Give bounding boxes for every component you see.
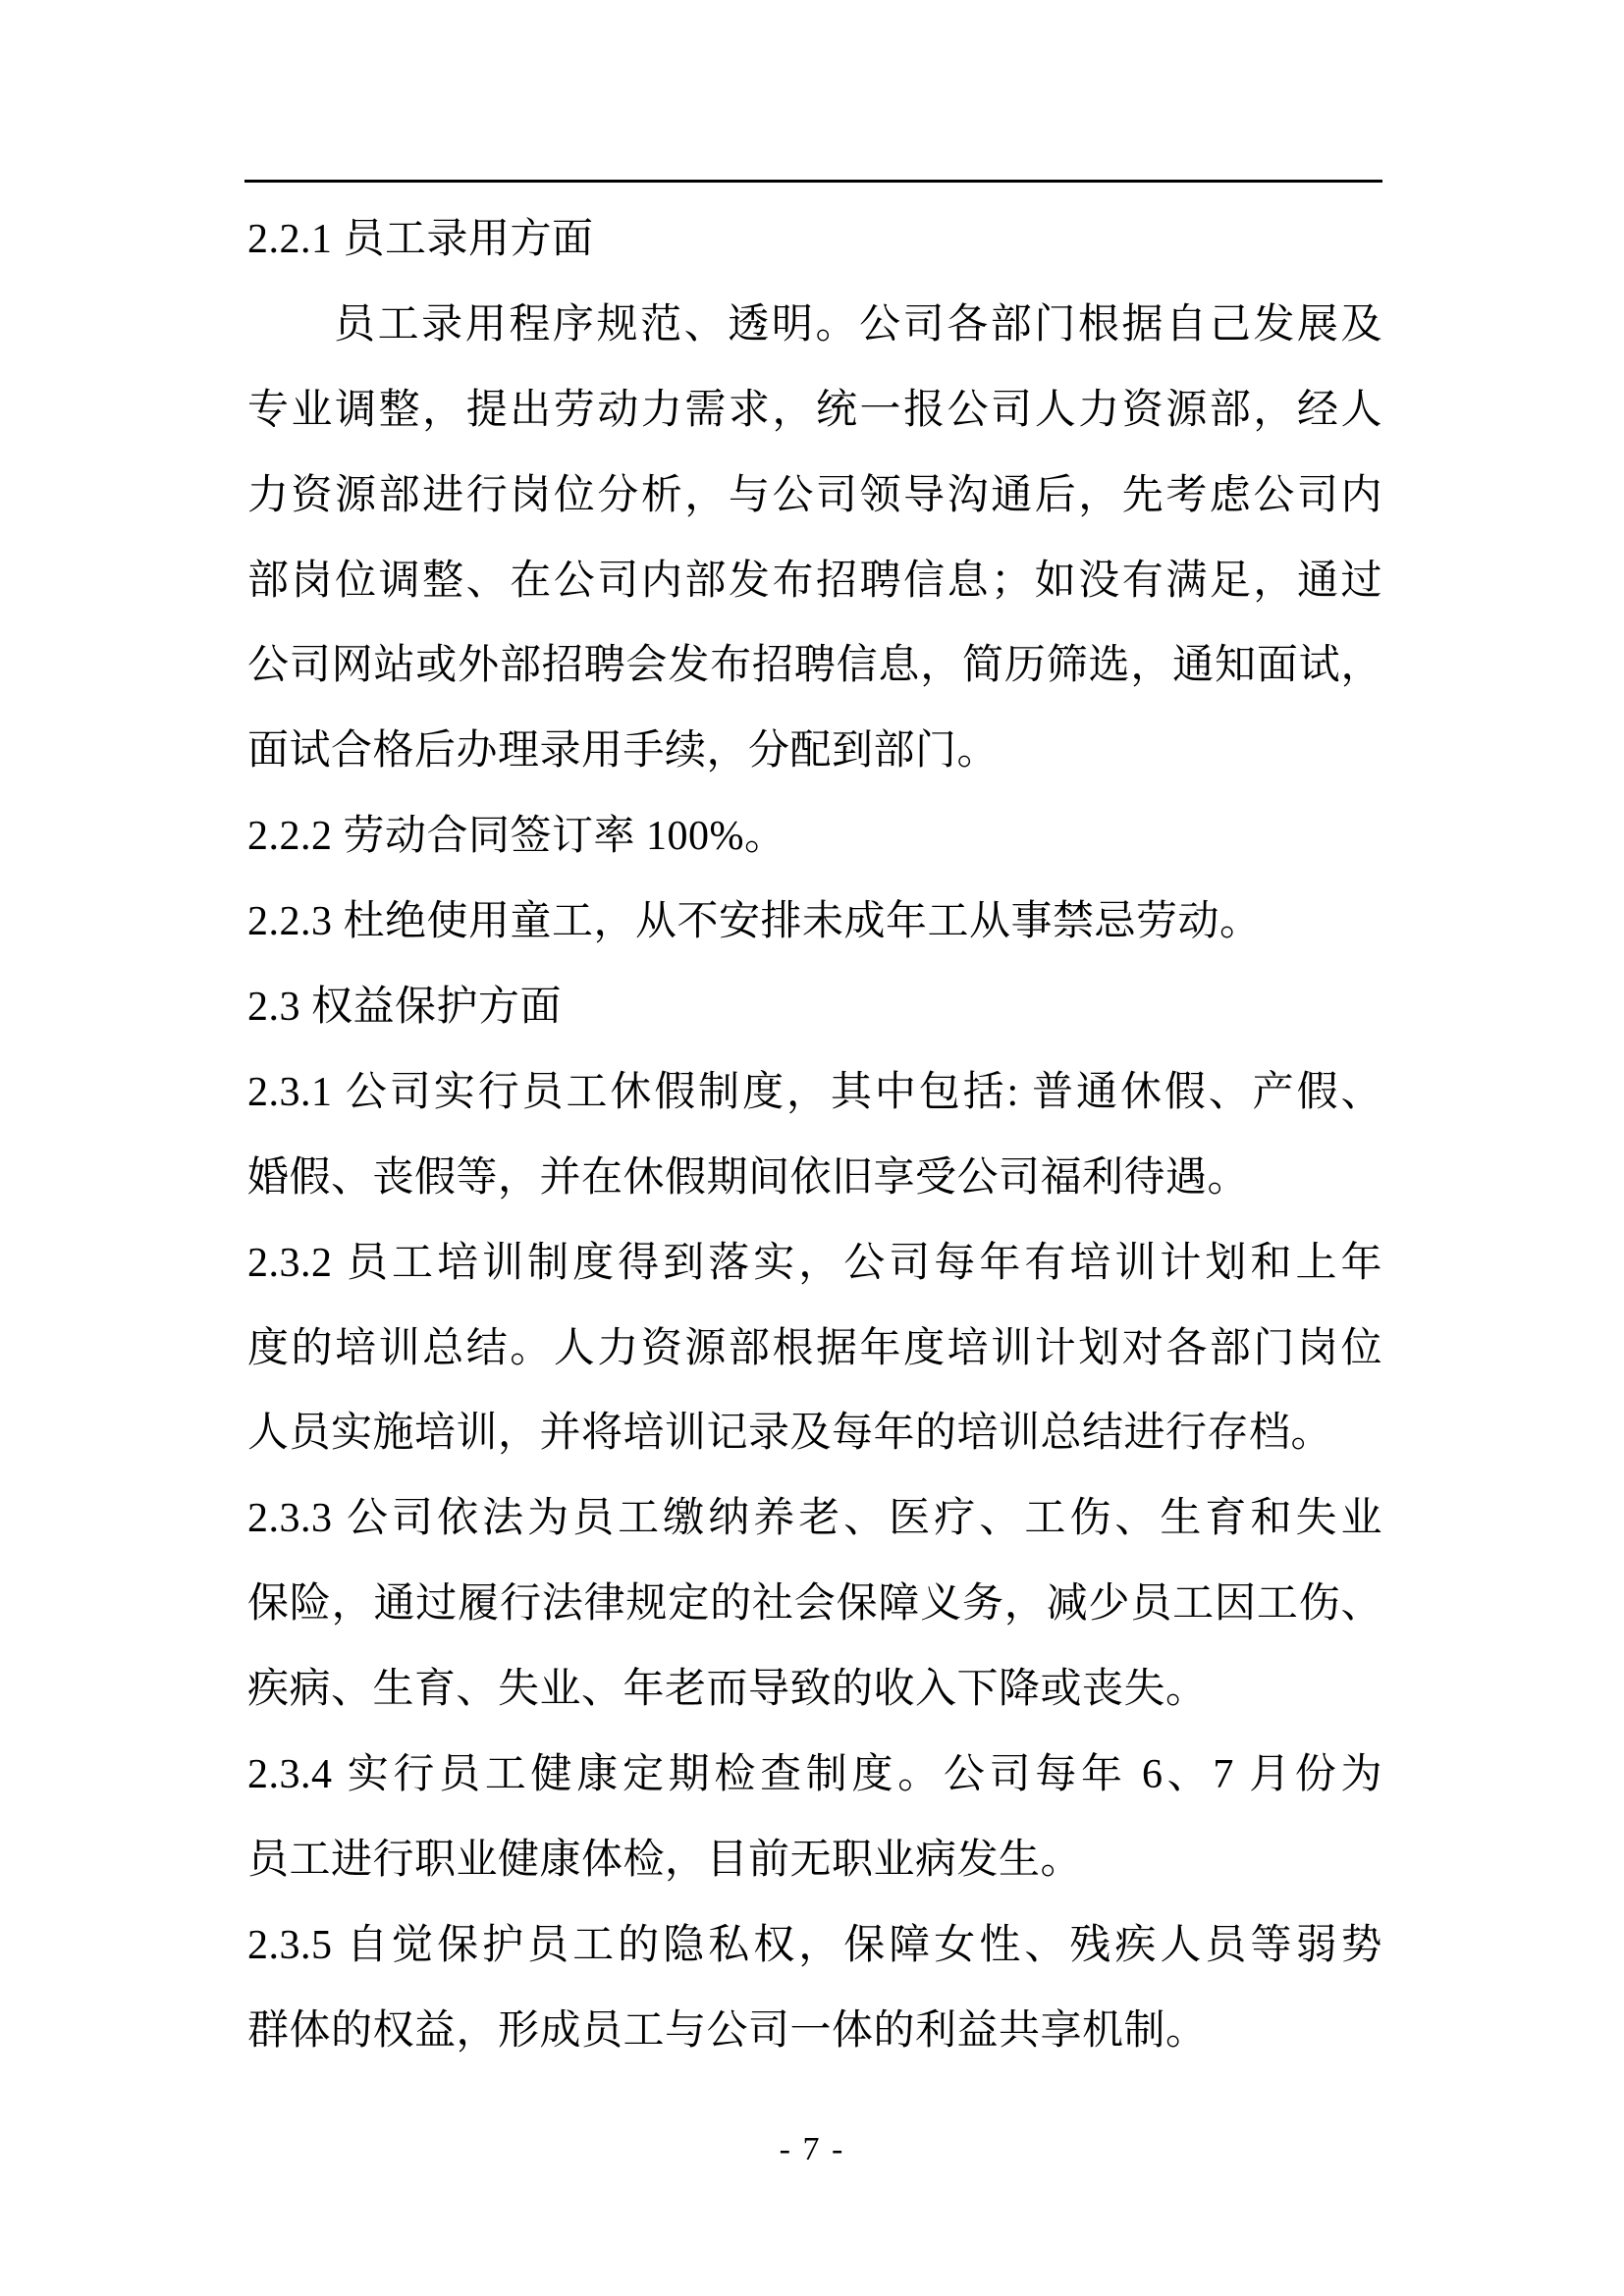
document-body bbox=[247, 197, 1382, 2074]
text-line: 2.3.2 员工培训制度得到落实，公司每年有培训计划和上年 bbox=[247, 1240, 1382, 1286]
page-footer bbox=[0, 2128, 1624, 2171]
text-line: 保险，通过履行法律规定的社会保障义务，减少员工因工伤、 bbox=[247, 1581, 1382, 1628]
text-line: 2.3.4 实行员工健康定期检查制度。公司每年 6、7 月份为 bbox=[247, 1752, 1382, 1798]
text-line: 公司网站或外部招聘会发布招聘信息，简历筛选，通知面试， bbox=[247, 643, 1382, 689]
text-line: 疾病、生育、失业、年老而导致的收入下降或丧失。 bbox=[247, 1667, 1208, 1713]
text-line: 力资源部进行岗位分析，与公司领导沟通后，先考虑公司内 bbox=[247, 472, 1382, 518]
text-line: 2.3.5 自觉保护员工的隐私权，保障女性、残疾人员等弱势 bbox=[247, 1922, 1382, 1968]
text-line: 面试合格后办理录用手续，分配到部门。 bbox=[247, 728, 1000, 774]
text-line: 部岗位调整、在公司内部发布招聘信息；如没有满足，通过 bbox=[247, 558, 1382, 604]
text-line: 婚假、丧假等，并在休假期间依旧享受公司福利待遇。 bbox=[247, 1154, 1250, 1201]
text-line: 2.3 权益保护方面 bbox=[247, 985, 563, 1031]
text-line: 人员实施培训，并将培训记录及每年的培训总结进行存档。 bbox=[247, 1411, 1333, 1457]
page-number: - 7 - bbox=[779, 2131, 845, 2167]
text-line: 2.2.1 员工录用方面 bbox=[247, 217, 594, 262]
text-line: 2.2.2 劳动合同签订率 100%。 bbox=[247, 814, 786, 860]
text-line: 专业调整，提出劳动力需求，统一报公司人力资源部，经人 bbox=[247, 387, 1382, 433]
text-line: 群体的权益，形成员工与公司一体的利益共享机制。 bbox=[247, 2007, 1208, 2054]
text-line: 员工进行职业健康体检，目前无职业病发生。 bbox=[247, 1837, 1083, 1883]
text-line: 度的培训总结。人力资源部根据年度培训计划对各部门岗位 bbox=[247, 1325, 1382, 1371]
text-line: 2.2.3 杜绝使用童工，从不安排未成年工从事禁忌劳动。 bbox=[247, 899, 1262, 945]
text-line: 员工录用程序规范、透明。公司各部门根据自己发展及 bbox=[334, 301, 1382, 347]
text-line: 2.3.3 公司依法为员工缴纳养老、医疗、工伤、生育和失业 bbox=[247, 1496, 1382, 1542]
text-line: 2.3.1 公司实行员工休假制度，其中包括: 普通休假、产假、 bbox=[247, 1069, 1382, 1115]
header-rule bbox=[244, 180, 1382, 183]
